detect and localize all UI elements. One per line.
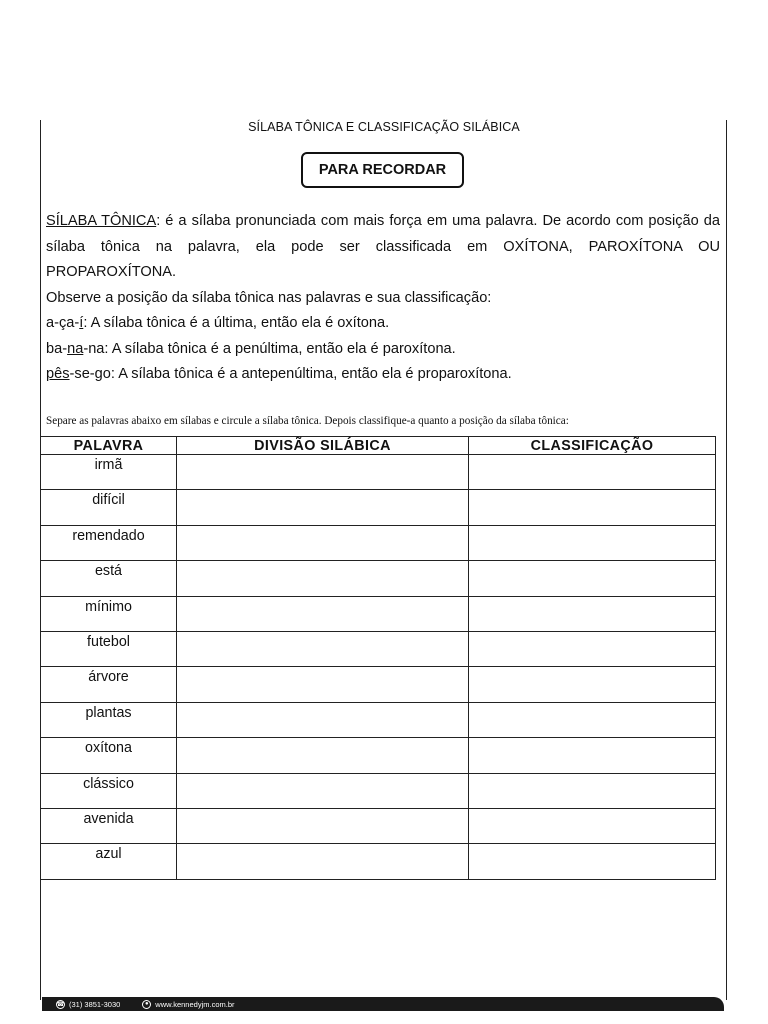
word-cell: difícil xyxy=(41,490,177,525)
word-cell: oxítona xyxy=(41,738,177,773)
table-row xyxy=(41,773,716,808)
word-cell: remendado xyxy=(41,525,177,560)
syllable-division-cell[interactable] xyxy=(177,632,469,667)
syllable-division-cell[interactable] xyxy=(177,490,469,525)
syllable-division-cell[interactable] xyxy=(177,773,469,808)
example-before: a-ça- xyxy=(46,315,80,331)
classification-cell[interactable] xyxy=(469,632,716,667)
phone-icon: ☎ xyxy=(56,1001,65,1008)
page-border-right xyxy=(726,120,727,1000)
definition-paragraph xyxy=(46,209,720,286)
header-divisao-silabica: DIVISÃO SILÁBICA xyxy=(177,437,469,455)
table-row xyxy=(41,667,716,702)
footer-bar xyxy=(42,997,724,1011)
example-after: -na xyxy=(83,340,105,357)
table-row xyxy=(41,455,716,490)
syllable-division-cell[interactable] xyxy=(177,667,469,702)
footer-phone: (31) 3851-3030 xyxy=(69,999,121,1009)
table-row xyxy=(41,809,716,844)
word-cell: irmã xyxy=(41,455,177,490)
table-row xyxy=(41,738,716,773)
example-line xyxy=(46,311,720,337)
syllable-division-cell[interactable] xyxy=(177,561,469,596)
example-before: ba- xyxy=(46,340,68,357)
word-cell: árvore xyxy=(41,667,177,702)
classification-cell[interactable] xyxy=(469,525,716,560)
header-palavra: PALAVRA xyxy=(41,437,177,455)
classification-cell[interactable] xyxy=(469,738,716,773)
observe-text: Observe a posição da sílaba tônica nas palavras e sua classificação: xyxy=(46,289,492,306)
table-row xyxy=(41,596,716,631)
word-cell: futebol xyxy=(41,632,177,667)
syllable-division-cell[interactable] xyxy=(177,702,469,737)
table-row xyxy=(41,844,716,880)
table-row xyxy=(41,632,716,667)
syllable-division-cell[interactable] xyxy=(177,596,469,631)
example-stressed-syllable: na xyxy=(67,340,84,357)
word-cell: azul xyxy=(41,844,177,880)
example-explanation: : A sílaba tônica é a antepenúltima, então ela é proparoxítona. xyxy=(110,366,512,382)
word-cell: plantas xyxy=(41,702,177,737)
syllable-table xyxy=(40,436,716,880)
table-header-row xyxy=(41,437,716,455)
table-row xyxy=(41,561,716,596)
example-line xyxy=(46,362,720,388)
classification-cell[interactable] xyxy=(469,702,716,737)
intro-text xyxy=(46,209,720,388)
page-title: SÍLABA TÔNICA E CLASSIFICAÇÃO SILÁBICA xyxy=(248,120,520,134)
classification-cell[interactable] xyxy=(469,561,716,596)
syllable-division-cell[interactable] xyxy=(177,525,469,560)
classification-cell[interactable] xyxy=(469,667,716,702)
syllable-division-cell[interactable] xyxy=(177,738,469,773)
syllable-division-cell[interactable] xyxy=(177,455,469,490)
term-label: SÍLABA TÔNICA xyxy=(46,213,157,229)
syllable-division-cell[interactable] xyxy=(177,844,469,880)
example-line xyxy=(46,337,720,363)
syllable-division-cell[interactable] xyxy=(177,809,469,844)
classification-cell[interactable] xyxy=(469,596,716,631)
globe-icon: ● xyxy=(142,1000,151,1009)
word-cell: avenida xyxy=(41,809,177,844)
footer-website: www.kennedyjm.com.br xyxy=(155,999,235,1009)
word-cell: clássico xyxy=(41,773,177,808)
table-row xyxy=(41,702,716,737)
classification-cell[interactable] xyxy=(469,773,716,808)
example-explanation: : A sílaba tônica é a penúltima, então ela é paroxítona. xyxy=(104,340,456,357)
para-recordar-badge: PARA RECORDAR xyxy=(301,152,464,188)
classification-cell[interactable] xyxy=(469,490,716,525)
example-stressed-syllable: pês xyxy=(46,366,70,382)
table-row xyxy=(41,490,716,525)
classification-cell[interactable] xyxy=(469,844,716,880)
definition-text: : é a sílaba pronunciada com mais força em uma palavra. De acordo com posição da sílaba tônica na palavra, ela pode ser classificada em OXÍTONA, PAROXÍTONA OU PROPAROXÍTONA. xyxy=(46,213,720,280)
classification-cell[interactable] xyxy=(469,455,716,490)
example-stressed-syllable: í xyxy=(79,315,84,331)
example-explanation: : A sílaba tônica é a última, então ela é oxítona. xyxy=(83,315,390,331)
example-after: -se-go xyxy=(69,366,111,382)
table-row xyxy=(41,525,716,560)
word-cell: mínimo xyxy=(41,596,177,631)
word-cell: está xyxy=(41,561,177,596)
exercise-instruction: Separe as palavras abaixo em sílabas e circule a sílaba tônica. Depois classifique-a quanto a posição da sílaba tônica: xyxy=(46,415,569,427)
header-classificacao: CLASSIFICAÇÃO xyxy=(469,437,716,455)
classification-cell[interactable] xyxy=(469,809,716,844)
